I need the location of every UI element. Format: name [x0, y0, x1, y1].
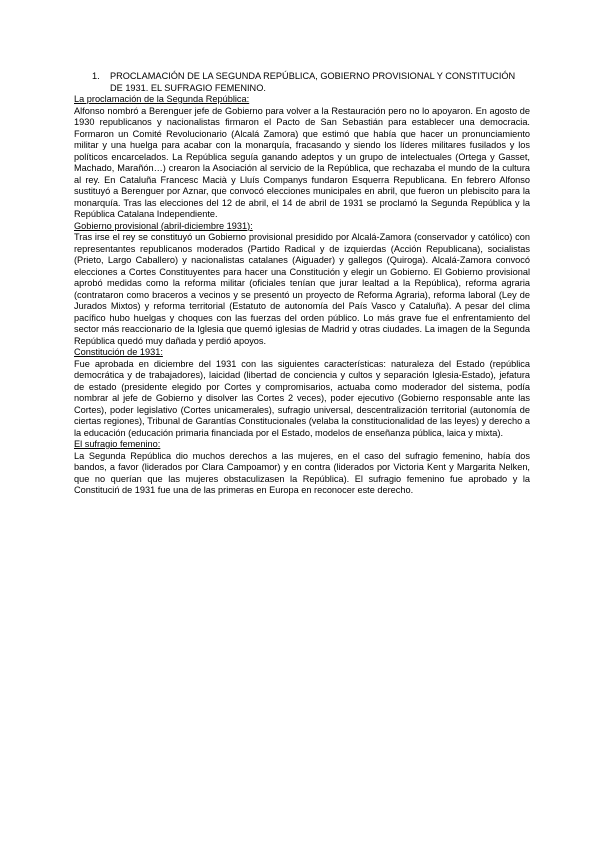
section-text-constitution: Fue aprobada en diciembre del 1931 con las siguientes características: naturaleza del Estado (república democrática y de trabajadores), laicidad (libertad de conciencia y cultos y separación Iglesia-Estado), jefatura de estado (presidente elegido por Cortes y compromisarios, actuaba como moderador del sistema, podía nombrar al jefe de Gobierno y disolver las Cortes 2 veces), poder ejecutivo (Gobierno responsable ante las Cortes), poder legislativo (Cortes unicamerales), sufragio universal, descentralización territorial (autonomía de ciertas regiones), Tribunal de Garantías Constitucionales (velaba la constitucionalidad de las leyes) y derecho a la educación (educación primaria financiada por el Estado, modelos de enseñanza pública, laica y mixta).	[74, 358, 530, 438]
heading-text: PROCLAMACIÓN DE LA SEGUNDA REPÚBLICA, GOBIERNO PROVISIONAL Y CONSTITUCIÓN DE 1931. EL SUFRAGIO FEMENINO.	[110, 71, 516, 93]
section-text-provisional-government: Tras irse el rey se constituyó un Gobierno provisional presidido por Alcalá-Zamora (conservador y católico) con representantes republicanos moderados (Partido Radical y de izquierdas (Acción Republicana), socialistas (Prieto, Largo Caballero) y nacionalistas catalanes (Aiguader) y gallegos (Quiroga). Alcalá-Zamora convocó elecciones a Cortes Constituyentes para hacer una Constitución y elegir un Gobierno. El Gobierno provisional aprobó medidas como la reforma militar (oficiales tenían que jurar lealtad a la República), reforma agraria (contrataron como braceros a vecinos y se presentó un proyecto de Reforma Agraria), reforma laboral (Ley de Jurados Mixtos) y reforma territorial (Estatuto de autonomía del País Vasco y Cataluña). A pesar del clima pacífico hubo huelgas y choques con las fuerzas del orden público. Lo más grave fue el enfrentamiento del sector más reaccionario de la Iglesia que quemó iglesias de Madrid y otras ciudades. La imagen de la Segunda República quedó muy dañada y perdió apoyos.	[74, 232, 530, 346]
section-title-female-suffrage: El sufragio femenino:	[74, 439, 161, 449]
document-body	[74, 71, 530, 497]
section-title-provisional-government: Gobierno provisional (abril-diciembre 1931):	[74, 220, 253, 231]
heading-number: 1.	[92, 71, 100, 81]
section-title-constitution: Constitución de 1931:	[74, 347, 163, 357]
section-text-proclamation: Alfonso nombró a Berenguer jefe de Gobierno para volver a la Restauración pero no lo apoyaron. En agosto de 1930 republicanos y nacionalistas firmaron el Pacto de San Sebastián para establecer una democracia. Formaron un Comité Revolucionario (Alcalá Zamora) que estimó que había que hacer un pronunciamiento militar y una huelga para acabar con la monarquía, fracasando y siendo los líderes militares fusilados y los políticos encarcelados. La República seguía ganando adeptos y un grupo de intelectuales (Ortega y Gasset, Machado, Marañón…) crearon la Asociación al servicio de la República, que rechazaba el mundo de la cultura al rey. En Cataluña Francesc Macià y Lluís Companys fundaron Esquerra Republicana. En febrero Alfonso sustituyó a Berenguer por Aznar, que convocó elecciones municipales en abril, que fueron un plebiscito para la monarquía. Tras las elecciones del 12 de abril, el 14 de abril de 1931 se proclamó la Segunda República y la República Catalana Independiente.	[74, 105, 530, 219]
section-text-female-suffrage: La Segunda República dio muchos derechos a las mujeres, en el caso del sufragio femenino, había dos bandos, a favor (liderados por Clara Campoamor) y en contra (liderados por Victoria Kent y Margarita Nelken, que no querían que las mujeres obstaculizasen la República). El sufragio femenino fue aprobado y la Constituciń de 1931 fue una de las primeras en Europa en reconocer este derecho.	[74, 450, 530, 495]
document-heading	[74, 71, 530, 94]
section-title-proclamation: La proclamación de la Segunda República:	[74, 94, 250, 104]
